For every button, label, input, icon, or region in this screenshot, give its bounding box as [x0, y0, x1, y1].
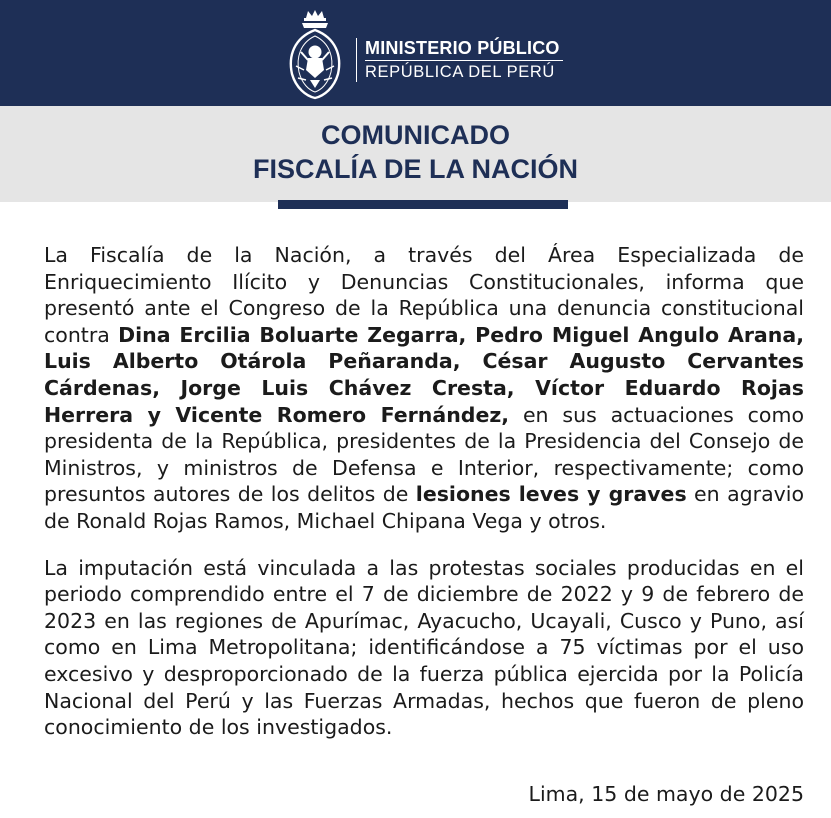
institution-name: MINISTERIO PÚBLICO	[365, 38, 560, 58]
country-name: REPÚBLICA DEL PERÚ	[365, 63, 555, 81]
title-accent-bar	[278, 200, 568, 209]
title-comunicado: COMUNICADO	[321, 120, 510, 150]
p1-accused-names: Dina Ercilia Boluarte Zegarra, Pedro Miguel Angulo Arana, Luis Alberto Otárola Peñaranda, César Augusto Cervantes Cárdenas, Jorge Luis Chávez Cresta, Víctor Eduardo Rojas Herrera y Vicente Romero Fernández,	[44, 322, 804, 427]
communique-body	[44, 242, 804, 741]
paragraph-1	[44, 242, 804, 535]
title-band	[0, 106, 831, 202]
title-fiscalia: FISCALÍA DE LA NACIÓN	[253, 154, 578, 184]
p1-crime: lesiones leves y graves	[415, 482, 687, 507]
p1-intro: La Fiscalía de la Nación, a través del Área Especializada de Enriquecimiento Ilícito y Denuncias Constitucionales, informa que presentó ante el Congreso de la República una denuncia constitucional contra	[44, 243, 804, 347]
p1-victims: en agravio de Ronald Rojas Ramos, Michael Chipana Vega y otros.	[44, 482, 804, 533]
p1-roles: en sus actuaciones como presidenta de la República, presidentes de la Presidencia del Consejo de Ministros, y ministros de Defensa e Interior, respectivamente; como presuntos autores de los delitos de	[44, 402, 804, 507]
seal-icon	[282, 8, 348, 100]
header-banner	[0, 0, 831, 106]
logo-divider	[356, 38, 357, 82]
paragraph-2: La imputación está vinculada a las protestas sociales producidas en el periodo comprendido entre el 7 de diciembre de 2022 y 9 de febrero de 2023 en las regiones de Apurímac, Ayacucho, Ucayali, Cusco y Puno, así como en Lima Metropolitana; identificándose a 75 víctimas por el uso excesivo y desproporcionado de la fuerza pública ejercida por la Policía Nacional del Perú y las Fuerzas Armadas, hechos que fueron de pleno conocimiento de los investigados.	[44, 555, 804, 740]
date-line: Lima, 15 de mayo de 2025	[528, 782, 804, 806]
logo-underline	[365, 60, 563, 61]
ministerio-publico-logo	[282, 8, 572, 100]
